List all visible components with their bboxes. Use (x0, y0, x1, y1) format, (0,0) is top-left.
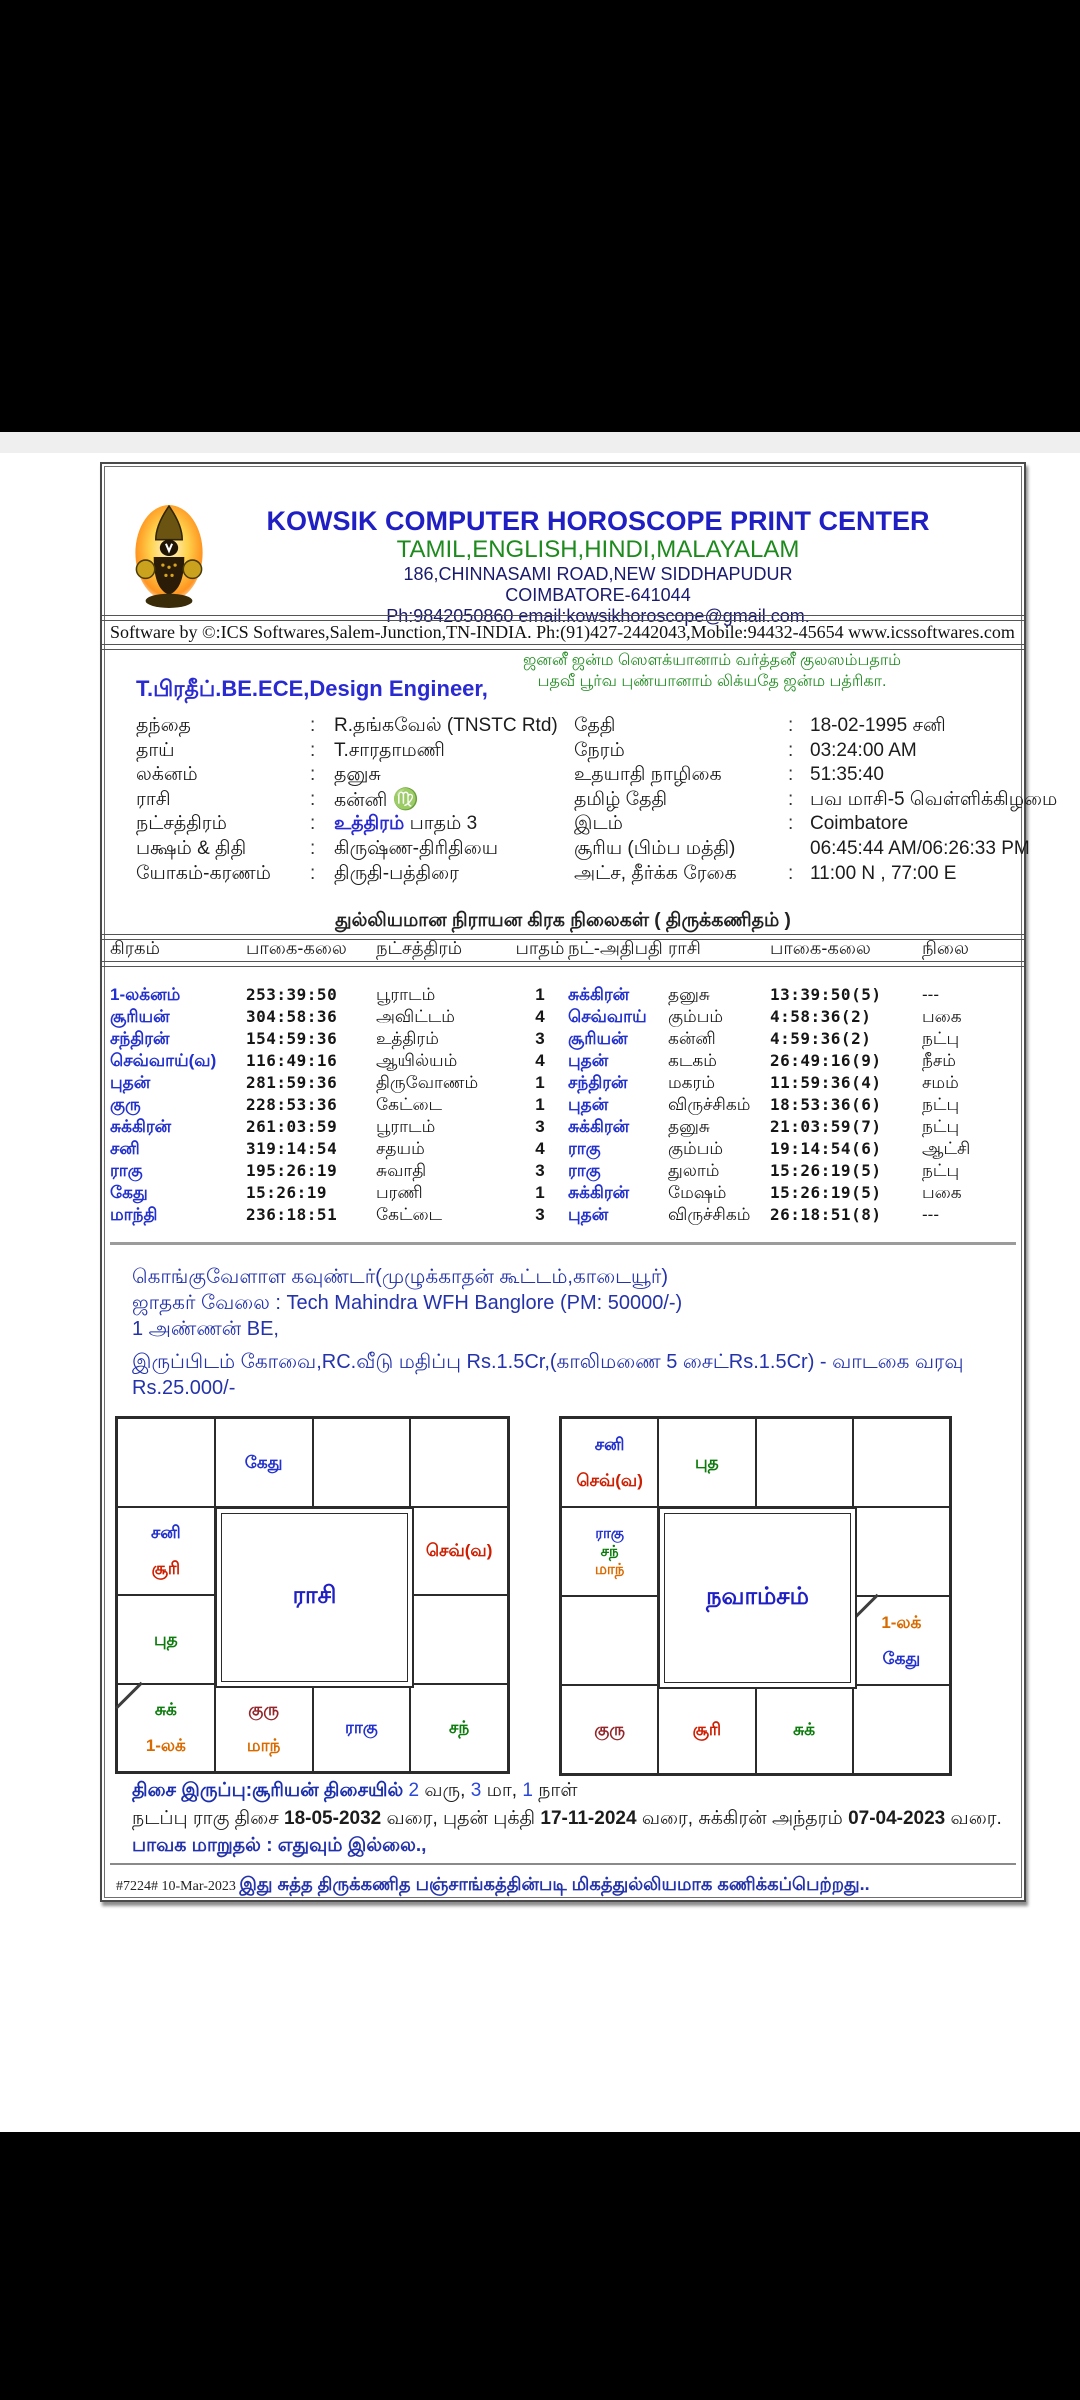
table-cell: கடகம் (668, 1051, 717, 1070)
table-cell: 11:59:36(4) (770, 1073, 882, 1092)
planet-stack (449, 1718, 469, 1737)
column-header: பாகை-கலை (246, 938, 347, 958)
chart-house-cell (313, 1418, 411, 1507)
table-cell: நீசம் (922, 1051, 956, 1070)
table-cell: --- (922, 1205, 939, 1224)
chart-house-cell (117, 1507, 215, 1596)
chart-house-cell (658, 1418, 755, 1507)
table-cell: ராகு (568, 1161, 601, 1180)
table-row (110, 1182, 1018, 1204)
detail-value-part: ♍ (392, 787, 419, 811)
table-cell: 3 (535, 1161, 545, 1180)
planet-label: சுக் (793, 1720, 816, 1739)
detail-value-part: தனுசு (334, 764, 381, 786)
table-cell: பூராடம் (376, 985, 436, 1004)
chart-house-cell (215, 1418, 313, 1507)
table-cell: கும்பம் (668, 1007, 724, 1026)
table-row (110, 1006, 1018, 1028)
table-cell: 4 (535, 1007, 545, 1026)
table-cell: 19:14:54(6) (770, 1139, 882, 1158)
table-cell: 18:53:36(6) (770, 1095, 882, 1114)
column-header: நட்சத்திரம் (376, 938, 463, 958)
planet-stack (151, 1523, 181, 1578)
table-row (110, 1204, 1018, 1226)
table-cell: நட்பு (922, 1095, 960, 1114)
detail-label: நேரம் (574, 739, 625, 761)
chart-house-cell (756, 1685, 853, 1774)
table-cell: 116:49:16 (246, 1051, 338, 1070)
planet-label: சனி (594, 1435, 625, 1454)
table-cell: துலாம் (668, 1161, 720, 1180)
table-cell: புதன் (568, 1095, 609, 1114)
detail-value-part: திருதி-பத்திரை (334, 862, 459, 884)
table-cell: சுக்கிரன் (568, 1117, 630, 1136)
note-line: ஜாதகர் வேலை : Tech Mahindra WFH Banglore (PM: 50000/-) (132, 1292, 683, 1314)
table-cell: நட்பு (922, 1161, 960, 1180)
detail-value (810, 812, 1020, 837)
chart-house-cell (561, 1418, 658, 1507)
detail-label: பக்ஷம் & திதி (136, 837, 247, 859)
chart-house-cell (117, 1595, 215, 1684)
detail-row (574, 763, 1020, 788)
accuracy-note: இது சுத்த திருக்கணித பஞ்சாங்கத்தின்படி மிகத்துல்லியமாக கணிக்கப்பெற்றது.. (239, 1874, 870, 1894)
address-line-1: 186,CHINNASAMI ROAD,NEW SIDDHAPUDUR (403, 564, 793, 584)
table-cell: கும்பம் (668, 1139, 724, 1158)
document-footer (116, 1874, 870, 1897)
planet-label: சனி (151, 1523, 181, 1543)
column-header: பாதம் (515, 938, 565, 958)
detail-value (334, 862, 566, 887)
table-cell: சுவாதி (376, 1161, 427, 1180)
table-row (110, 1160, 1018, 1182)
planet-stack (595, 1525, 625, 1578)
table-cell: தனுசு (668, 1117, 710, 1136)
dasa-text-part: 07-04-2023 (848, 1808, 946, 1829)
address-line-2: COIMBATORE-641044 (505, 585, 691, 605)
detail-value (810, 862, 1020, 887)
detail-value (810, 788, 1057, 813)
table-row (110, 1050, 1018, 1072)
table-row (110, 1072, 1018, 1094)
column-header: நட்-அதிபதி (568, 938, 663, 958)
detail-row (136, 812, 566, 837)
chart-center (658, 1507, 857, 1689)
table-cell: விருச்சிகம் (668, 1095, 751, 1114)
planet-label: ராகு (595, 1525, 625, 1542)
detail-colon: : (310, 764, 316, 786)
note-line: 1 அண்ணன் BE, (132, 1318, 279, 1340)
table-cell: சுக்கிரன் (568, 985, 630, 1004)
detail-label: இடம் (574, 813, 623, 835)
detail-value (810, 714, 1020, 739)
personal-notes (132, 1264, 1006, 1401)
divider (102, 615, 1024, 621)
planet-stack (793, 1720, 815, 1739)
detail-label: லக்னம் (136, 764, 198, 786)
dasa-text-part: வரை. (945, 1808, 1002, 1829)
divider (102, 961, 1024, 967)
chart-center-inner (664, 1513, 851, 1683)
chart-house-cell (756, 1418, 853, 1507)
table-cell: நட்பு (922, 1117, 960, 1136)
dasa-text-part: மா, (481, 1780, 523, 1801)
column-header: கிரகம் (110, 938, 161, 958)
dasa-text-part: 18-05-2032 (284, 1808, 382, 1829)
column-header: நிலை (922, 938, 969, 958)
dasa-text-part: திசை இருப்பு:சூரியன் திசையில் (132, 1780, 409, 1801)
detail-value-part: T.சாரதாமணி (334, 739, 445, 761)
planet-stack (426, 1541, 493, 1560)
detail-value-part: உத்திரம் (334, 813, 405, 835)
table-cell: ராகு (568, 1139, 601, 1158)
chart-house-cell (117, 1684, 215, 1773)
detail-colon: : (310, 813, 316, 835)
business-name: KOWSIK COMPUTER HOROSCOPE PRINT CENTER (266, 506, 930, 536)
table-cell: ராகு (110, 1161, 143, 1180)
chart-house-cell (410, 1507, 508, 1596)
divider-thick (110, 1242, 1016, 1245)
detail-label: உதயாதி நாழிகை (574, 764, 722, 786)
detail-value-part: R.தங்கவேல் (TNSTC Rtd) (334, 715, 558, 736)
planet-label: சுக் (154, 1700, 177, 1720)
chart-title: நவாம்சம் (706, 1583, 809, 1610)
detail-row (136, 763, 566, 788)
table-cell: சந்திரன் (568, 1073, 628, 1092)
table-cell: மேஷம் (668, 1183, 727, 1202)
table-cell: 4 (535, 1051, 545, 1070)
table-cell: 26:49:16(9) (770, 1051, 882, 1070)
detail-row (574, 837, 1030, 862)
chart-house-cell (215, 1684, 313, 1773)
planet-stack (594, 1720, 625, 1739)
planet-label: மாந் (594, 1561, 625, 1578)
detail-value (334, 812, 566, 837)
languages-line: TAMIL,ENGLISH,HINDI,MALAYALAM (396, 536, 800, 563)
detail-colon: : (310, 837, 316, 859)
person-name: T.பிரதீப்.BE.ECE,Design Engineer, (136, 676, 488, 701)
dasa-text-part: நாள் (532, 1780, 578, 1801)
detail-colon: : (310, 788, 316, 810)
detail-colon: : (788, 862, 794, 884)
table-cell: 3 (535, 1205, 545, 1224)
detail-colon: : (310, 739, 316, 761)
planet-label: சூரி (692, 1720, 722, 1739)
detail-value-part: 06:45:44 AM/06:26:33 PM (810, 837, 1030, 859)
chart-house-cell (853, 1596, 950, 1685)
detail-label: தந்தை (136, 715, 191, 736)
chart-house-cell (410, 1418, 508, 1507)
table-cell: 15:26:19(5) (770, 1183, 882, 1202)
chart-center (215, 1507, 415, 1688)
navamsam-chart (559, 1416, 952, 1776)
shloka-line-2: பதவீ பூர்வ புண்யானாம் லிக்யதே ஜன்ம பத்ரிகா. (537, 673, 887, 690)
table-cell: 15:26:19 (246, 1183, 328, 1202)
chart-center-inner (221, 1513, 409, 1682)
dasa-text-part: வரை, சுக்கிரன் அந்தரம் (636, 1808, 849, 1829)
table-cell: 1-லக்னம் (110, 985, 181, 1004)
planet-label: கேது (244, 1452, 283, 1472)
chart-house-cell (410, 1595, 508, 1684)
note-line: கொங்குவேளாள கவுண்டர்(முழுக்காதன் கூட்டம்,காடையூர்) (132, 1266, 668, 1288)
chart-house-cell (658, 1685, 755, 1774)
table-cell: குரு (110, 1095, 141, 1114)
birth-details-left-column (136, 714, 566, 886)
table-cell: 195:26:19 (246, 1161, 338, 1180)
dasa-text-part: நடப்பு ராகு திசை (132, 1808, 285, 1829)
detail-value (334, 714, 566, 739)
planet-stack (146, 1700, 186, 1755)
table-cell: 4:59:36(2) (770, 1029, 872, 1048)
planet-label: மாந் (246, 1736, 281, 1756)
table-cell: அவிட்டம் (376, 1007, 455, 1026)
detail-colon: : (788, 813, 794, 835)
detail-label: யோகம்-கரணம் (136, 862, 271, 884)
planet-stack (576, 1435, 643, 1490)
table-cell: பகை (922, 1183, 962, 1202)
detail-row (574, 739, 1020, 764)
detail-colon: : (788, 788, 794, 810)
table-cell: உத்திரம் (376, 1029, 439, 1048)
table-row (110, 1138, 1018, 1160)
detail-value (334, 763, 566, 788)
detail-label: தமிழ் தேதி (574, 788, 668, 810)
table-cell: சந்திரன் (110, 1029, 170, 1048)
table-cell: பகை (922, 1007, 962, 1026)
dasa-balance-line (132, 1780, 578, 1804)
table-cell: 228:53:36 (246, 1095, 338, 1114)
detail-row (136, 862, 566, 887)
detail-row (136, 788, 566, 813)
status-area-black (0, 0, 1080, 432)
table-cell: ஆட்சி (922, 1139, 971, 1158)
table-cell: 21:03:59(7) (770, 1117, 882, 1136)
detail-colon: : (788, 764, 794, 786)
detail-label: தாய் (136, 739, 175, 761)
table-cell: சதயம் (376, 1139, 425, 1158)
detail-value (810, 739, 1020, 764)
table-cell: புதன் (568, 1051, 609, 1070)
table-cell: கேது (110, 1183, 148, 1202)
table-cell: 26:18:51(8) (770, 1205, 882, 1224)
chart-title: ராசி (292, 1582, 337, 1609)
detail-label: தேதி (574, 715, 616, 736)
detail-value-part: 51:35:40 (810, 764, 884, 786)
table-cell: சமம் (922, 1073, 959, 1092)
table-cell: 253:39:50 (246, 985, 338, 1004)
table-cell: மாந்தி (110, 1205, 158, 1224)
detail-value (810, 837, 1030, 862)
detail-colon: : (310, 862, 316, 884)
dasa-text-part: 3 (470, 1780, 482, 1801)
sanskrit-shloka (522, 650, 902, 692)
detail-row (136, 714, 566, 739)
document-viewer[interactable] (0, 432, 1080, 2132)
table-cell: பூராடம் (376, 1117, 436, 1136)
planet-label: புத (695, 1453, 719, 1472)
chart-house-cell (561, 1596, 658, 1685)
table-cell: 319:14:54 (246, 1139, 338, 1158)
table-cell: நட்பு (922, 1029, 960, 1048)
serial-and-date: #7224# 10-Mar-2023 (116, 1879, 240, 1894)
chart-house-cell (313, 1684, 411, 1773)
chart-house-cell (853, 1418, 950, 1507)
planet-label: சந் (600, 1543, 619, 1560)
detail-label: ராசி (136, 788, 171, 810)
detail-value-part: 18-02-1995 சனி (810, 715, 946, 736)
table-cell: சுக்கிரன் (568, 1183, 630, 1202)
planet-stack (693, 1720, 722, 1739)
table-row (110, 1116, 1018, 1138)
navigation-area-black (0, 2132, 1080, 2400)
table-cell: புதன் (568, 1205, 609, 1224)
detail-value-part: கிருஷ்ண-திரிதியை (334, 837, 499, 859)
note-paragraph: இருப்பிடம் கோவை,RC.வீடு மதிப்பு Rs.1.5Cr,(காலிமணை 5 சைட்Rs.1.5Cr) - வாடகை வரவு Rs.25.000/- (132, 1351, 964, 1399)
shloka-line-1: ஜனனீ ஜன்ம ஸௌக்யானாம் வர்த்தனீ குலஸம்பதாம் (522, 652, 902, 669)
planet-stack (345, 1718, 378, 1737)
column-header: ராசி (668, 938, 701, 958)
table-cell: --- (922, 985, 939, 1004)
table-cell: 281:59:36 (246, 1073, 338, 1092)
detail-colon: : (788, 715, 794, 736)
detail-value-part: பவ மாசி-5 வெள்ளிக்கிழமை (810, 788, 1058, 810)
detail-value (334, 837, 566, 862)
table-cell: 1 (535, 1095, 545, 1114)
planet-stack (695, 1453, 719, 1472)
detail-value-part: கன்னி (334, 789, 393, 811)
chart-house-cell (117, 1418, 215, 1507)
table-cell: ஆயில்யம் (376, 1051, 458, 1070)
planet-label: கேது (882, 1649, 921, 1668)
table-cell: சனி (110, 1139, 140, 1158)
table-cell: 304:58:36 (246, 1007, 338, 1026)
planet-label: புத (154, 1629, 178, 1649)
table-cell: கேட்டை (376, 1095, 443, 1114)
dasa-text-part: 17-11-2024 (540, 1808, 637, 1829)
detail-value-part: பாதம் 3 (404, 813, 478, 835)
table-cell: மகரம் (668, 1073, 716, 1092)
current-dasa-line (132, 1808, 1002, 1832)
table-cell: புதன் (110, 1073, 151, 1092)
detail-colon: : (788, 739, 794, 761)
divider (110, 1863, 1016, 1865)
table-cell: 154:59:36 (246, 1029, 338, 1048)
dasa-text-part: 2 (408, 1780, 420, 1801)
detail-row (136, 837, 566, 862)
table-cell: 1 (535, 985, 545, 1004)
table-cell: 3 (535, 1117, 545, 1136)
detail-colon (788, 837, 810, 862)
detail-value (810, 763, 1020, 788)
detail-value-part: 03:24:00 AM (810, 739, 917, 761)
chart-house-cell (410, 1684, 508, 1773)
table-cell: 15:26:19(5) (770, 1161, 882, 1180)
table-cell: தனுசு (668, 985, 710, 1004)
detail-colon: : (310, 715, 316, 736)
chart-house-cell (853, 1685, 950, 1774)
planet-label: குரு (248, 1700, 279, 1720)
planet-stack (154, 1630, 178, 1649)
detail-label: நட்சத்திரம் (136, 813, 227, 835)
detail-row (136, 739, 566, 764)
table-cell: 4:58:36(2) (770, 1007, 872, 1026)
table-cell: திருவோணம் (376, 1073, 479, 1092)
table-cell: கன்னி (668, 1029, 716, 1048)
planet-stack (247, 1700, 280, 1755)
detail-value (334, 788, 566, 814)
table-row (110, 984, 1018, 1006)
planet-label: செவ்(வ) (576, 1471, 643, 1490)
birth-details-right-column (574, 714, 1058, 886)
planet-table-header (110, 938, 1018, 961)
detail-value (334, 739, 566, 764)
table-cell: செவ்வாய் (568, 1007, 647, 1026)
chart-house-cell (561, 1507, 658, 1596)
detail-row (574, 788, 1058, 813)
table-cell: செவ்வாய்(வ) (110, 1051, 217, 1070)
table-cell: கேட்டை (376, 1205, 443, 1224)
dasa-text-part: 1 (522, 1780, 533, 1801)
planet-label: 1-லக் (145, 1736, 186, 1756)
table-row (110, 1028, 1018, 1050)
detail-value-part: Coimbatore (810, 813, 909, 835)
planet-label: 1-லக் (881, 1613, 922, 1632)
detail-value-part: 11:00 N , 77:00 E (810, 862, 957, 884)
table-cell: பரணி (376, 1183, 423, 1202)
detail-label: சூரிய (பிம்ப மத்தி) (574, 837, 736, 859)
bhava-change-line: பாவக மாறுதல் : எதுவும் இல்லை., (132, 1835, 427, 1856)
horoscope-document (100, 462, 1058, 1902)
table-cell: 3 (535, 1029, 545, 1048)
table-cell: 4 (535, 1139, 545, 1158)
table-cell: 1 (535, 1073, 545, 1092)
software-credit-line: Software by ©:ICS Softwares,Salem-Junction,TN-INDIA. Ph:(91)427-2442043,Mobile:94432-45654 www.icssoftwares.com (110, 622, 1015, 642)
planet-stack (881, 1613, 921, 1668)
dasa-text-part: வரு, (419, 1780, 471, 1801)
detail-label: அட்ச, தீர்க்க ரேகை (574, 862, 737, 884)
chart-house-cell (561, 1685, 658, 1774)
chart-house-cell (853, 1507, 950, 1596)
viewer-background-strip (0, 432, 1080, 453)
table-cell: சுக்கிரன் (110, 1117, 172, 1136)
table-cell: சூரியன் (568, 1029, 628, 1048)
planet-label: செவ்(வ) (425, 1541, 493, 1561)
planet-label: ராகு (345, 1718, 378, 1738)
table-row (110, 1094, 1018, 1116)
planet-stack (245, 1453, 283, 1472)
detail-row (574, 714, 1020, 739)
table-cell: 13:39:50(5) (770, 985, 882, 1004)
table-cell: சூரியன் (110, 1007, 170, 1026)
planet-table-body (110, 984, 1018, 1226)
planet-table-title: துல்லியமான நிராயன கிரக நிலைகள் ( திருக்கணிதம் ) (335, 910, 791, 931)
table-cell: 1 (535, 1183, 545, 1202)
column-header: பாகை-கலை (770, 938, 871, 958)
table-cell: 261:03:59 (246, 1117, 338, 1136)
detail-row (574, 862, 1020, 887)
detail-row (574, 812, 1020, 837)
planet-label: சந் (448, 1718, 470, 1738)
table-cell: 236:18:51 (246, 1205, 338, 1224)
planet-label: சூரி (151, 1559, 181, 1579)
table-cell: விருச்சிகம் (668, 1205, 751, 1224)
contact-line: Ph:9842050860 email:kowsikhoroscope@gmail.com. (386, 606, 810, 626)
planet-label: குரு (594, 1720, 625, 1739)
dasa-text-part: வரை, புதன் புக்தி (381, 1808, 541, 1829)
rasi-chart (115, 1416, 510, 1774)
